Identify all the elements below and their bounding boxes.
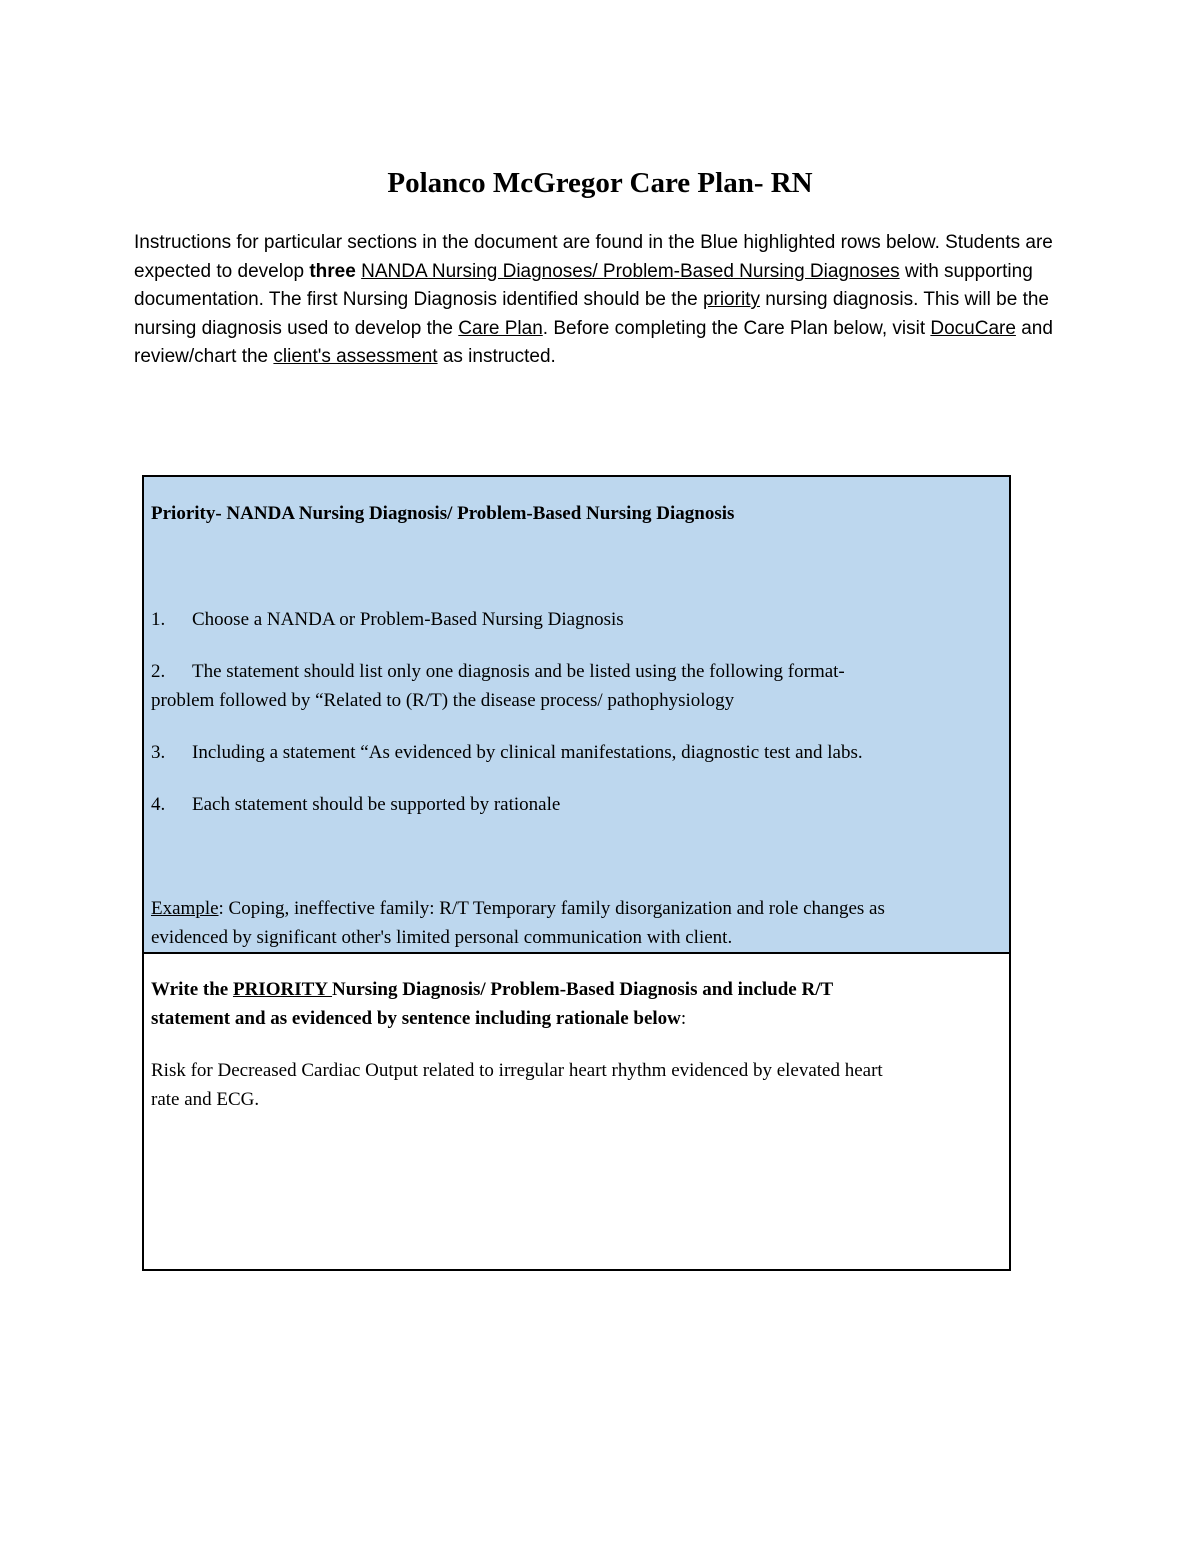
care-plan-table [142,475,1011,1271]
item-3-number: 3. [151,742,166,763]
instruction-item-1 [151,606,991,635]
item-2-number: 2. [151,661,166,682]
example-text-1: : Coping, ineffective family: R/T Temporary family disorganization and role changes as [218,898,885,919]
nanda-diagnoses-link[interactable]: NANDA Nursing Diagnoses/ Problem-Based Nursing Diagnoses [361,260,900,282]
write-prefix: Write the [151,979,233,1000]
item-4-number: 4. [151,794,166,815]
docucare-link[interactable]: DocuCare [930,317,1016,339]
care-plan-link[interactable]: Care Plan [458,317,543,339]
intro-text-3: nursing diagnosis. This will be the nursing diagnosis used to develop the [134,289,1049,339]
item-4-text: Each statement should be supported by rationale [192,794,561,815]
example-label: Example [151,898,219,919]
intro-text-1: Instructions for particular sections in the document are found in the Blue highlighted rows below. Students are expected to develop [134,232,1053,282]
intro-text-5: and review/chart the [134,317,1053,368]
example-text-2: evidenced by significant other's limited personal communication with client. [151,926,733,948]
write-line-2: statement and as evidenced by sentence including rationale below [151,1007,681,1029]
item-1-number: 1. [151,609,166,630]
item-2-text-continued: problem followed by “Related to (R/T) the disease process/ pathophysiology [151,689,735,711]
priority-emphasis: PRIORITY [232,979,333,1000]
page-title: Polanco McGregor Care Plan- RN [387,167,813,199]
priority-heading: Priority- NANDA Nursing Diagnosis/ Problem-Based Nursing Diagnosis [151,503,735,524]
intro-bold-three: three [309,260,356,282]
write-colon: : [680,1007,687,1029]
instructions-paragraph [134,229,1064,372]
instruction-item-4 [151,791,991,820]
priority-diagnosis-answer [151,1057,1001,1114]
item-1-text: Choose a NANDA or Problem-Based Nursing Diagnosis [192,609,624,630]
answer-row[interactable] [144,954,1009,1269]
instructions-row [144,477,1009,954]
instruction-item-3 [151,739,991,768]
item-3-text: Including a statement “As evidenced by clinical manifestations, diagnostic test and labs. [192,742,863,763]
answer-line-2: rate and ECG. [151,1088,260,1110]
item-2-text: The statement should list only one diagnosis and be listed using the following format- [192,661,845,682]
priority-link[interactable]: priority [702,289,760,311]
client-assessment-link[interactable]: client's assessment [273,346,438,368]
intro-text-2: with supporting documentation. The first Nursing Diagnosis identified should be the [134,260,1033,311]
intro-text-6: as instructed. [437,346,556,368]
write-line-1-rest: Nursing Diagnosis/ Problem-Based Diagnosis and include R/T [332,979,834,1000]
intro-text-4: . Before completing the Care Plan below, visit [542,317,931,339]
write-priority-instruction [151,976,991,1033]
example-block [151,895,991,952]
answer-line-1: Risk for Decreased Cardiac Output related to irregular heart rhythm evidenced by elevated heart [151,1060,883,1081]
instruction-item-2 [151,658,991,715]
